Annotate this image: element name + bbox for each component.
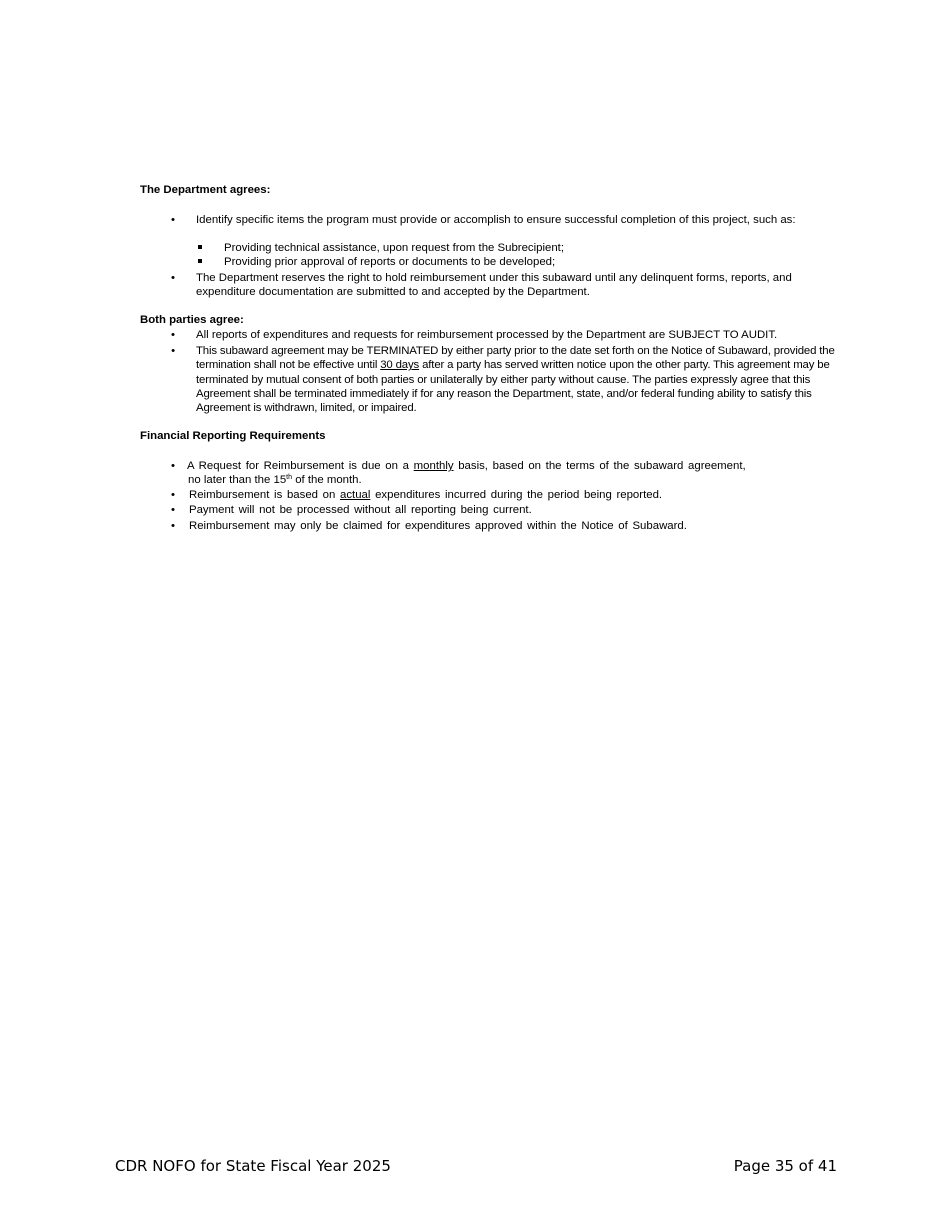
financial-heading: Financial Reporting Requirements (140, 430, 326, 442)
bullet-icon: • (171, 504, 175, 516)
financial-item-1-continued: no later than the 15th of the month. (188, 474, 362, 486)
bullet-icon: • (171, 460, 175, 472)
bullet-icon: • (171, 214, 175, 226)
bullet-icon: • (171, 329, 175, 341)
thirty-days-underlined: 30 days (380, 359, 420, 372)
department-subitem-2: Providing prior approval of reports or documents to be developed; (224, 255, 824, 269)
bullet-icon: • (171, 489, 175, 501)
financial-item-4: • Reimbursement may only be claimed for expenditures approved within the Notice of Subaward. (189, 519, 829, 533)
department-item-2 (171, 271, 836, 300)
footer-document-title: CDR NOFO for State Fiscal Year 2025 (115, 1157, 391, 1175)
actual-underlined: actual (340, 489, 371, 501)
square-bullet-icon (198, 259, 202, 263)
financial-item-1: • A Request for Reimbursement is due on a monthly basis, based on the terms of the subaward agreement, (187, 459, 827, 473)
monthly-underlined: monthly (413, 460, 454, 472)
bullet-icon: • (171, 520, 175, 532)
department-subitem-1: Providing technical assistance, upon request from the Subrecipient; (224, 241, 824, 255)
both-item-2: • This subaward agreement may be TERMINATED by either party prior to the date set forth on the Notice of Subaward, provided the termination shall not be effective until 30 days after a party has served written notice upon the other party. This agreement may be terminated by mutual consent of both parties or unilaterally by either party without cause. The parties expressly agree that this Agreement shall be terminated immediately if for any reason the Department, state, and/or federal funding ability to satisfy this Agreement is withdrawn, limited, or impaired. (196, 344, 836, 415)
bullet-icon: • (171, 272, 175, 284)
both-item-1-text: All reports of expenditures and requests for reimbursement processed by the Department are SUBJECT TO AUDIT. (196, 329, 778, 341)
department-heading: The Department agrees: (140, 184, 271, 196)
both-parties-heading: Both parties agree: (140, 314, 244, 326)
square-bullet-icon (198, 245, 202, 249)
bullet-icon: • (171, 345, 175, 357)
financial-item-2: • Reimbursement is based on actual expenditures incurred during the period being reported. (189, 488, 829, 502)
financial-item-3: • Payment will not be processed without all reporting being current. (189, 503, 829, 517)
department-item-1-text: Identify specific items the program must provide or accomplish to ensure successful completion of this project, such as: (196, 214, 796, 226)
department-item-2-text: The Department reserves the right to hold reimbursement under this subaward until any delinquent forms, reports, and expenditure documentation are submitted to and accepted by the Department. (196, 272, 792, 299)
department-item-1 (171, 213, 836, 227)
footer-page-number: Page 35 of 41 (733, 1157, 837, 1175)
both-item-1 (171, 328, 836, 342)
